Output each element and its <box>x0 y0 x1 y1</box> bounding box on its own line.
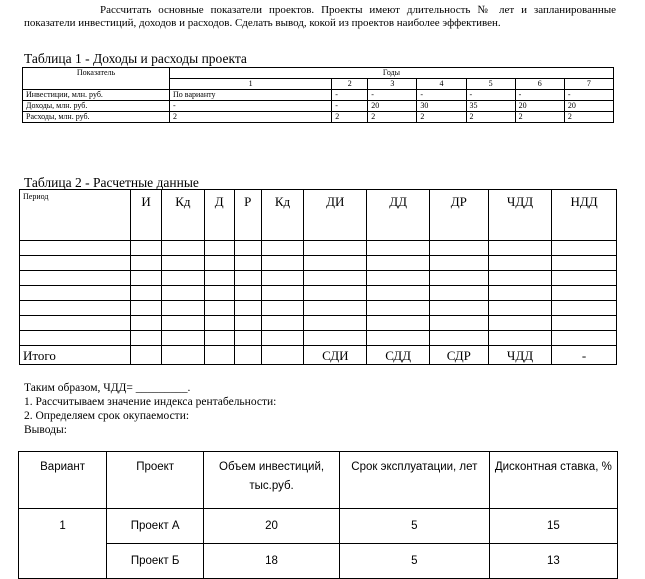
step-1: 1. Рассчитываем значение индекса рентабельности: <box>24 396 277 408</box>
table-cell: 2 <box>332 112 368 123</box>
empty-cell <box>204 286 234 301</box>
empty-cell <box>552 286 617 301</box>
table-cell: - <box>564 90 613 101</box>
table-cell <box>19 544 107 579</box>
years-header: Годы <box>170 68 614 79</box>
total-cell <box>234 346 261 365</box>
table-cell: - <box>170 101 332 112</box>
empty-cell <box>131 241 162 256</box>
empty-cell <box>488 331 551 346</box>
column-header: Д <box>204 190 234 241</box>
year-header: 6 <box>515 79 564 90</box>
total-cell: СДИ <box>304 346 367 365</box>
empty-cell <box>429 331 488 346</box>
table-cell: Проект А <box>107 509 204 544</box>
empty-cell <box>552 331 617 346</box>
total-cell <box>131 346 162 365</box>
column-header: Объем инвестиций, тыс.руб. <box>204 452 340 509</box>
outputs-label: Выводы: <box>24 424 67 436</box>
empty-cell <box>204 316 234 331</box>
empty-cell <box>204 271 234 286</box>
variants-table <box>18 451 618 579</box>
empty-cell <box>488 301 551 316</box>
empty-cell <box>131 271 162 286</box>
table-row <box>20 316 617 331</box>
table1-caption: Таблица 1 - Доходы и расходы проекта <box>24 51 247 66</box>
empty-cell <box>429 286 488 301</box>
total-cell <box>162 346 204 365</box>
empty-cell <box>131 256 162 271</box>
empty-cell <box>162 286 204 301</box>
table-cell: 13 <box>489 544 617 579</box>
table-row <box>20 241 617 256</box>
empty-cell <box>204 301 234 316</box>
column-header: НДД <box>552 190 617 241</box>
table-row <box>20 256 617 271</box>
table-row <box>19 509 618 544</box>
empty-cell <box>204 331 234 346</box>
table-row <box>23 101 614 112</box>
empty-cell <box>367 316 429 331</box>
empty-cell <box>234 271 261 286</box>
table-cell: - <box>332 90 368 101</box>
column-header: Проект <box>107 452 204 509</box>
column-header: ДР <box>429 190 488 241</box>
table-row <box>20 286 617 301</box>
empty-cell <box>429 316 488 331</box>
year-header: 1 <box>170 79 332 90</box>
column-header: Дисконтная ставка, % <box>489 452 617 509</box>
column-header: Р <box>234 190 261 241</box>
year-header: 5 <box>466 79 515 90</box>
empty-cell <box>20 316 131 331</box>
empty-cell <box>162 331 204 346</box>
empty-cell <box>261 241 303 256</box>
table-cell: 20 <box>564 101 613 112</box>
column-header: ДИ <box>304 190 367 241</box>
empty-cell <box>162 271 204 286</box>
empty-cell <box>20 331 131 346</box>
table-row <box>20 331 617 346</box>
table-cell: 2 <box>170 112 332 123</box>
empty-cell <box>261 256 303 271</box>
table2-caption: Таблица 2 - Расчетные данные <box>24 175 199 190</box>
empty-cell <box>367 271 429 286</box>
table-cell: 2 <box>515 112 564 123</box>
empty-cell <box>234 256 261 271</box>
year-header: 7 <box>564 79 613 90</box>
total-cell: Итого <box>20 346 131 365</box>
table-cell: 20 <box>368 101 417 112</box>
column-header: Кд <box>162 190 204 241</box>
empty-cell <box>20 256 131 271</box>
table-cell: 20 <box>515 101 564 112</box>
empty-cell <box>304 331 367 346</box>
column-header: ДД <box>367 190 429 241</box>
empty-cell <box>20 241 131 256</box>
empty-cell <box>131 286 162 301</box>
total-cell: - <box>552 346 617 365</box>
empty-cell <box>367 256 429 271</box>
calculation-table <box>19 189 617 365</box>
empty-cell <box>234 331 261 346</box>
table-cell: 2 <box>564 112 613 123</box>
table-cell: 5 <box>340 544 490 579</box>
empty-cell <box>488 286 551 301</box>
year-header: 4 <box>417 79 466 90</box>
empty-cell <box>488 256 551 271</box>
empty-cell <box>552 301 617 316</box>
empty-cell <box>304 301 367 316</box>
conclusion-line <box>24 382 190 395</box>
table-cell: - <box>515 90 564 101</box>
empty-cell <box>304 271 367 286</box>
year-header: 2 <box>332 79 368 90</box>
empty-cell <box>552 316 617 331</box>
table-cell: - <box>368 90 417 101</box>
empty-cell <box>162 241 204 256</box>
table-row <box>23 112 614 123</box>
table-row <box>20 301 617 316</box>
empty-cell <box>367 241 429 256</box>
empty-cell <box>234 301 261 316</box>
empty-cell <box>131 331 162 346</box>
empty-cell <box>261 316 303 331</box>
step-2: 2. Определяем срок окупаемости: <box>24 410 190 422</box>
table-cell: 1 <box>19 509 107 544</box>
table-cell: 30 <box>417 101 466 112</box>
total-cell: СДД <box>367 346 429 365</box>
table-cell: 35 <box>466 101 515 112</box>
column-header: Вариант <box>19 452 107 509</box>
empty-cell <box>429 256 488 271</box>
empty-cell <box>234 316 261 331</box>
empty-cell <box>261 271 303 286</box>
total-cell <box>204 346 234 365</box>
table-row <box>20 271 617 286</box>
conclusion-text: Таким образом, ЧДД= _________. <box>24 382 191 394</box>
column-header: Период <box>20 190 131 241</box>
empty-cell <box>162 316 204 331</box>
empty-cell <box>131 301 162 316</box>
column-header: ЧДД <box>488 190 551 241</box>
income-expense-table <box>22 67 614 123</box>
table-cell: - <box>466 90 515 101</box>
empty-cell <box>20 301 131 316</box>
table-row <box>23 90 614 101</box>
empty-cell <box>162 256 204 271</box>
empty-cell <box>20 286 131 301</box>
empty-cell <box>234 286 261 301</box>
empty-cell <box>304 241 367 256</box>
empty-cell <box>488 241 551 256</box>
year-header: 3 <box>368 79 417 90</box>
empty-cell <box>552 271 617 286</box>
empty-cell <box>304 316 367 331</box>
empty-cell <box>367 331 429 346</box>
total-cell: СДР <box>429 346 488 365</box>
empty-cell <box>304 256 367 271</box>
empty-cell <box>261 301 303 316</box>
empty-cell <box>429 301 488 316</box>
column-header: Срок эксплуатации, лет <box>340 452 490 509</box>
empty-cell <box>429 241 488 256</box>
empty-cell <box>204 241 234 256</box>
table-cell: 20 <box>204 509 340 544</box>
empty-cell <box>488 271 551 286</box>
row-label: Расходы, млн. руб. <box>23 112 170 123</box>
empty-cell <box>261 331 303 346</box>
row-label: Инвестиции, млн. руб. <box>23 90 170 101</box>
column-header: И <box>131 190 162 241</box>
table-cell: 5 <box>340 509 490 544</box>
empty-cell <box>552 241 617 256</box>
table-cell: 2 <box>368 112 417 123</box>
table-cell: - <box>417 90 466 101</box>
empty-cell <box>552 256 617 271</box>
total-cell: ЧДД <box>488 346 551 365</box>
table-cell: Проект Б <box>107 544 204 579</box>
empty-cell <box>131 316 162 331</box>
empty-cell <box>367 286 429 301</box>
table-cell: 2 <box>417 112 466 123</box>
table-cell: 2 <box>466 112 515 123</box>
empty-cell <box>20 271 131 286</box>
indicator-header: Показатель <box>23 68 170 90</box>
total-cell <box>261 346 303 365</box>
empty-cell <box>234 241 261 256</box>
table-row <box>19 544 618 579</box>
row-label: Доходы, млн. руб. <box>23 101 170 112</box>
table-cell: - <box>332 101 368 112</box>
empty-cell <box>367 301 429 316</box>
table-cell: 15 <box>489 509 617 544</box>
intro-text: Рассчитать основные показатели проектов. Проекты имеют длительность № лет и запланированные показатели инвестиций, доходов и расходов. Сделать вывод, кокой из проектов наиболее эффективен. <box>24 4 616 29</box>
empty-cell <box>204 256 234 271</box>
table-cell: По варианту <box>170 90 332 101</box>
empty-cell <box>488 316 551 331</box>
column-header: Кд <box>261 190 303 241</box>
table-cell: 18 <box>204 544 340 579</box>
empty-cell <box>304 286 367 301</box>
empty-cell <box>429 271 488 286</box>
empty-cell <box>261 286 303 301</box>
empty-cell <box>162 301 204 316</box>
